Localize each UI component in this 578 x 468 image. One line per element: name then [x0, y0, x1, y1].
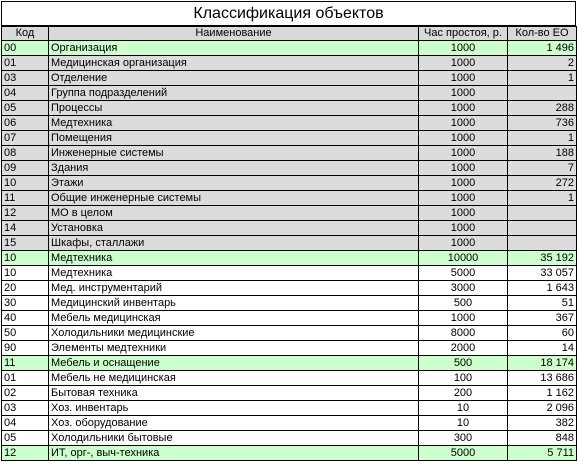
cell-code[interactable]: 03: [2, 401, 49, 416]
cell-qty[interactable]: 1: [508, 191, 577, 206]
cell-qty[interactable]: 288: [508, 101, 577, 116]
cell-code[interactable]: 10: [2, 251, 49, 266]
cell-code[interactable]: 01: [2, 371, 49, 386]
cell-downtime[interactable]: 1000: [419, 221, 508, 236]
cell-code[interactable]: 90: [2, 341, 49, 356]
table-row: [2, 446, 577, 461]
cell-name[interactable]: Организация: [49, 41, 419, 56]
table-row: [2, 266, 577, 281]
cell-downtime[interactable]: 10000: [419, 251, 508, 266]
column-header-downtime[interactable]: Час простоя, р.: [419, 27, 508, 41]
cell-code[interactable]: 12: [2, 206, 49, 221]
cell-name[interactable]: Холодильники бытовые: [49, 431, 419, 446]
cell-downtime[interactable]: 10: [419, 416, 508, 431]
cell-name[interactable]: Общие инженерные системы: [49, 191, 419, 206]
cell-name[interactable]: Мед. инструментарий: [49, 281, 419, 296]
cell-code[interactable]: 07: [2, 131, 49, 146]
cell-qty[interactable]: 1: [508, 131, 577, 146]
table-row: [2, 356, 577, 371]
cell-code[interactable]: 02: [2, 386, 49, 401]
cell-qty[interactable]: 272: [508, 176, 577, 191]
cell-name[interactable]: Установка: [49, 221, 419, 236]
table-row: [2, 71, 577, 86]
table-row: [2, 296, 577, 311]
table-row: [2, 236, 577, 251]
table-row: [2, 41, 577, 56]
cell-downtime[interactable]: 8000: [419, 326, 508, 341]
cell-name[interactable]: Медтехника: [49, 266, 419, 281]
cell-name[interactable]: ИТ, орг-, выч-техника: [49, 446, 419, 461]
cell-downtime[interactable]: 5000: [419, 266, 508, 281]
cell-qty[interactable]: 367: [508, 311, 577, 326]
cell-qty[interactable]: 51: [508, 296, 577, 311]
cell-qty[interactable]: [508, 221, 577, 236]
cell-name[interactable]: Медтехника: [49, 251, 419, 266]
cell-code[interactable]: 20: [2, 281, 49, 296]
cell-downtime[interactable]: 100: [419, 371, 508, 386]
header-row: [2, 27, 577, 41]
table-body: [2, 41, 577, 461]
cell-code[interactable]: 04: [2, 86, 49, 101]
cell-downtime[interactable]: 1000: [419, 236, 508, 251]
cell-downtime[interactable]: 1000: [419, 176, 508, 191]
table-row: [2, 251, 577, 266]
cell-code[interactable]: 10: [2, 176, 49, 191]
cell-downtime[interactable]: 1000: [419, 116, 508, 131]
cell-downtime[interactable]: 1000: [419, 101, 508, 116]
cell-code[interactable]: 09: [2, 161, 49, 176]
cell-name[interactable]: Медтехника: [49, 116, 419, 131]
cell-downtime[interactable]: 1000: [419, 41, 508, 56]
table-row: [2, 431, 577, 446]
cell-code[interactable]: 10: [2, 266, 49, 281]
table-row: [2, 401, 577, 416]
cell-name[interactable]: Медицинский инвентарь: [49, 296, 419, 311]
cell-downtime[interactable]: 1000: [419, 311, 508, 326]
cell-qty[interactable]: 382: [508, 416, 577, 431]
cell-qty[interactable]: 14: [508, 341, 577, 356]
table-row: [2, 281, 577, 296]
cell-qty[interactable]: 188: [508, 146, 577, 161]
table-row: [2, 221, 577, 236]
cell-name[interactable]: Мебель не медицинская: [49, 371, 419, 386]
column-header-name[interactable]: Наименование: [49, 27, 419, 41]
cell-code[interactable]: 11: [2, 191, 49, 206]
cell-name[interactable]: Мебель медицинская: [49, 311, 419, 326]
cell-qty[interactable]: 736: [508, 116, 577, 131]
cell-qty[interactable]: 1 643: [508, 281, 577, 296]
cell-qty[interactable]: 5 711: [508, 446, 577, 461]
cell-code[interactable]: 08: [2, 146, 49, 161]
cell-name[interactable]: Бытовая техника: [49, 386, 419, 401]
table-row: [2, 206, 577, 221]
cell-qty[interactable]: 35 192: [508, 251, 577, 266]
cell-downtime[interactable]: 1000: [419, 86, 508, 101]
cell-code[interactable]: 30: [2, 296, 49, 311]
table-row: [2, 101, 577, 116]
cell-code[interactable]: 04: [2, 416, 49, 431]
cell-name[interactable]: Хоз. оборудование: [49, 416, 419, 431]
table-row: [2, 386, 577, 401]
cell-name[interactable]: Медицинская организация: [49, 56, 419, 71]
cell-code[interactable]: 05: [2, 101, 49, 116]
cell-downtime[interactable]: 3000: [419, 281, 508, 296]
cell-code[interactable]: 01: [2, 56, 49, 71]
table-row: [2, 86, 577, 101]
cell-qty[interactable]: 13 686: [508, 371, 577, 386]
column-header-code[interactable]: Код: [2, 27, 49, 41]
table-row: [2, 311, 577, 326]
cell-code[interactable]: 14: [2, 221, 49, 236]
cell-qty[interactable]: [508, 86, 577, 101]
cell-downtime[interactable]: 1000: [419, 131, 508, 146]
cell-name[interactable]: Отделение: [49, 71, 419, 86]
cell-downtime[interactable]: 5000: [419, 446, 508, 461]
table-row: [2, 116, 577, 131]
cell-name[interactable]: Инженерные системы: [49, 146, 419, 161]
cell-qty[interactable]: [508, 236, 577, 251]
table-row: [2, 416, 577, 431]
cell-downtime[interactable]: 500: [419, 356, 508, 371]
cell-code[interactable]: 40: [2, 311, 49, 326]
cell-qty[interactable]: 1 496: [508, 41, 577, 56]
cell-code[interactable]: 15: [2, 236, 49, 251]
cell-qty[interactable]: 2: [508, 56, 577, 71]
table-row: [2, 131, 577, 146]
table-row: [2, 56, 577, 71]
cell-downtime[interactable]: 1000: [419, 71, 508, 86]
table-row: [2, 176, 577, 191]
cell-downtime[interactable]: 10: [419, 401, 508, 416]
cell-qty[interactable]: 1 162: [508, 386, 577, 401]
cell-qty[interactable]: 2 096: [508, 401, 577, 416]
cell-code[interactable]: 03: [2, 71, 49, 86]
classification-table: [1, 26, 577, 461]
cell-code[interactable]: 05: [2, 431, 49, 446]
cell-downtime[interactable]: 1000: [419, 56, 508, 71]
cell-qty[interactable]: 60: [508, 326, 577, 341]
cell-name[interactable]: Здания: [49, 161, 419, 176]
table-row: [2, 161, 577, 176]
cell-name[interactable]: Холодильники медицинские: [49, 326, 419, 341]
table-row: [2, 191, 577, 206]
cell-qty[interactable]: 7: [508, 161, 577, 176]
cell-downtime[interactable]: 1000: [419, 161, 508, 176]
cell-qty[interactable]: [508, 206, 577, 221]
cell-downtime[interactable]: 2000: [419, 341, 508, 356]
table-row: [2, 146, 577, 161]
cell-name[interactable]: Этажи: [49, 176, 419, 191]
cell-code[interactable]: 11: [2, 356, 49, 371]
cell-code[interactable]: 06: [2, 116, 49, 131]
cell-code[interactable]: 12: [2, 446, 49, 461]
cell-downtime[interactable]: 1000: [419, 206, 508, 221]
cell-qty[interactable]: 33 057: [508, 266, 577, 281]
cell-downtime[interactable]: 200: [419, 386, 508, 401]
cell-name[interactable]: Хоз. инвентарь: [49, 401, 419, 416]
cell-downtime[interactable]: 1000: [419, 191, 508, 206]
cell-qty[interactable]: 1: [508, 71, 577, 86]
cell-name[interactable]: МО в целом: [49, 206, 419, 221]
table-row: [2, 371, 577, 386]
sheet-title: Классификация объектов: [1, 1, 576, 26]
cell-name[interactable]: Процессы: [49, 101, 419, 116]
cell-qty[interactable]: 18 174: [508, 356, 577, 371]
column-header-qty[interactable]: Кол-во ЕО: [508, 27, 577, 41]
cell-downtime[interactable]: 500: [419, 296, 508, 311]
cell-name[interactable]: Помещения: [49, 131, 419, 146]
cell-downtime[interactable]: 300: [419, 431, 508, 446]
cell-code[interactable]: 00: [2, 41, 49, 56]
cell-name[interactable]: Элементы медтехники: [49, 341, 419, 356]
cell-name[interactable]: Шкафы, сталлажи: [49, 236, 419, 251]
table-row: [2, 341, 577, 356]
cell-name[interactable]: Группа подразделений: [49, 86, 419, 101]
cell-name[interactable]: Мебель и оснащение: [49, 356, 419, 371]
cell-qty[interactable]: 848: [508, 431, 577, 446]
table-row: [2, 326, 577, 341]
cell-downtime[interactable]: 1000: [419, 146, 508, 161]
cell-code[interactable]: 50: [2, 326, 49, 341]
